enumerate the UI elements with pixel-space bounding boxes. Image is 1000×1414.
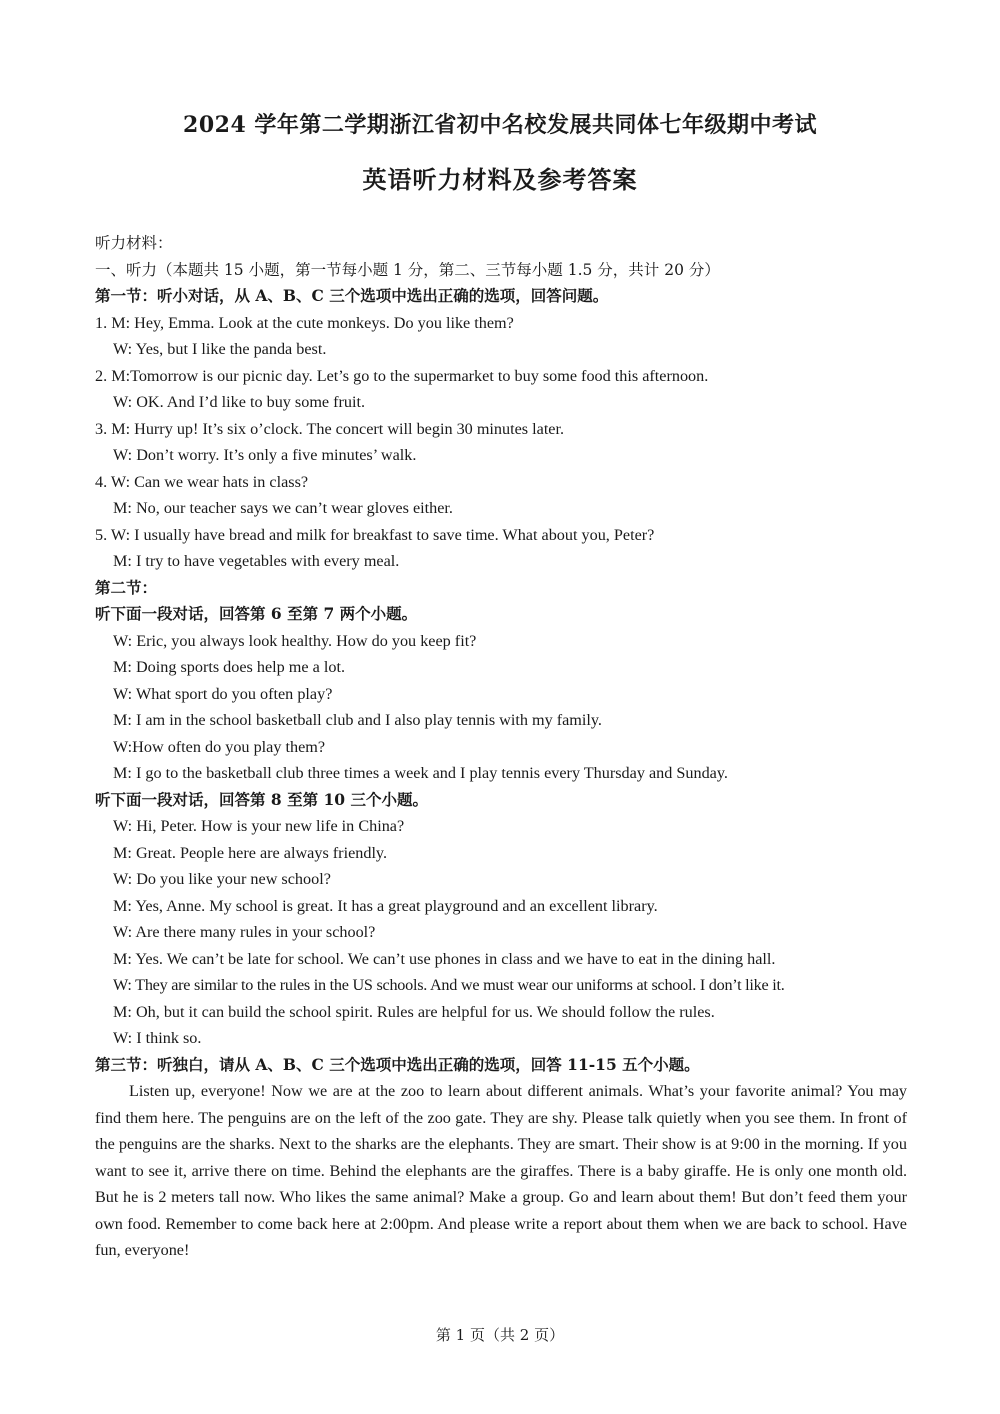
page-footer: 第 1 页（共 2 页） bbox=[435, 1326, 565, 1344]
dialogue-line: W: OK. And I’d like to buy some fruit. bbox=[113, 393, 366, 411]
monologue-text: Listen up, everyone! Now we are at the zoo to learn about different animals. What’s your favorite animal? You may find them here. The penguins are on the left of the zoo gate. They are shy. Please talk quietly when you see them. In front of the penguins are the sharks. Next to the sharks are the elephants. They are smart. Their show is at 9:00 in the morning. If you want to see it, arrive there on time. Behind the elephants are the giraffes. There is a baby giraffe. He is only one month old. But he is 2 meters tall now. Who likes the same animal? Make a group. Go and learn about them! But don’t feed them your own food. Remember to come back here at 2:00pm. And please write a report about them when we are back to school. Have fun, everyone! bbox=[95, 1082, 907, 1259]
material-label: 听力材料： bbox=[95, 234, 173, 252]
dialogue2 bbox=[95, 813, 907, 1052]
dialogue-line: W: They are similar to the rules in the US schools. And we must wear our uniforms at school. I don’t like it. bbox=[113, 976, 785, 994]
dialogue-line: 1. M: Hey, Emma. Look at the cute monkeys. Do you like them? bbox=[95, 313, 514, 332]
exam-subtitle: 英语听力材料及参考答案 bbox=[362, 165, 638, 194]
dialogue-line: W: I think so. bbox=[113, 1029, 202, 1047]
dialogue-line: 5. W: I usually have bread and milk for breakfast to save time. What about you, Peter? bbox=[95, 525, 655, 544]
dialogue-line: M: I am in the school basketball club and I also play tennis with my family. bbox=[113, 711, 602, 729]
dialogue-line: W: Yes, but I like the panda best. bbox=[113, 340, 327, 358]
dialogue-line: W: Are there many rules in your school? bbox=[113, 923, 376, 941]
dialogue-line: M: Great. People here are always friendly. bbox=[113, 843, 388, 862]
dialogue-line: 4. W: Can we wear hats in class? bbox=[95, 472, 309, 491]
dialogue-line: M: Yes. We can’t be late for school. We can’t use phones in class and we have to eat in the dining hall. bbox=[113, 949, 776, 968]
section1-dialogues bbox=[95, 310, 907, 575]
dialogue-line: M: Yes, Anne. My school is great. It has a great playground and an excellent library. bbox=[113, 896, 658, 915]
dialogue-line: 2. M:Tomorrow is our picnic day. Let’s go to the supermarket to buy some food this afternoon. bbox=[95, 366, 709, 385]
section3-heading: 第三节：听独白，请从 A、B、C 三个选项中选出正确的选项，回答 11-15 五个小题。 bbox=[95, 1054, 700, 1074]
dialogue-line: M: Doing sports does help me a lot. bbox=[113, 658, 345, 676]
dialogue-line: M: No, our teacher says we can’t wear gloves either. bbox=[113, 499, 453, 517]
exam-title: 2024 学年第二学期浙江省初中名校发展共同体七年级期中考试 bbox=[183, 112, 817, 138]
dialogue-line: W: Hi, Peter. How is your new life in China? bbox=[113, 817, 405, 835]
section1-heading: 第一节：听小对话，从 A、B、C 三个选项中选出正确的选项，回答问题。 bbox=[95, 286, 609, 305]
dialogue-line: W: Do you like your new school? bbox=[113, 870, 331, 888]
dialogue2-heading: 听下面一段对话，回答第 8 至第 10 三个小题。 bbox=[95, 789, 428, 809]
dialogue-line: W:How often do you play them? bbox=[113, 737, 326, 756]
section2-heading: 第二节： bbox=[95, 577, 158, 597]
dialogue-line: W: Eric, you always look healthy. How do you keep fit? bbox=[113, 631, 477, 650]
dialogue-line: M: Oh, but it can build the school spirit. Rules are helpful for us. We should follow the rules. bbox=[113, 1002, 715, 1021]
dialogue1-heading: 听下面一段对话，回答第 6 至第 7 两个小题。 bbox=[95, 604, 418, 623]
dialogue1 bbox=[95, 628, 907, 787]
dialogue-line: W: What sport do you often play? bbox=[113, 684, 333, 703]
dialogue-line: W: Don’t worry. It’s only a five minutes’ walk. bbox=[113, 446, 417, 464]
dialogue-line: 3. M: Hurry up! It’s six o’clock. The concert will begin 30 minutes later. bbox=[95, 419, 565, 438]
dialogue-line: M: I go to the basketball club three times a week and I play tennis every Thursday and Sunday. bbox=[113, 764, 728, 782]
dialogue-line: M: I try to have vegetables with every meal. bbox=[113, 552, 400, 570]
listening-content bbox=[95, 230, 907, 1264]
part1-heading: 一、听力（本题共 15 小题，第一节每小题 1 分，第二、三节每小题 1.5 分，共计 20 分） bbox=[95, 260, 720, 279]
